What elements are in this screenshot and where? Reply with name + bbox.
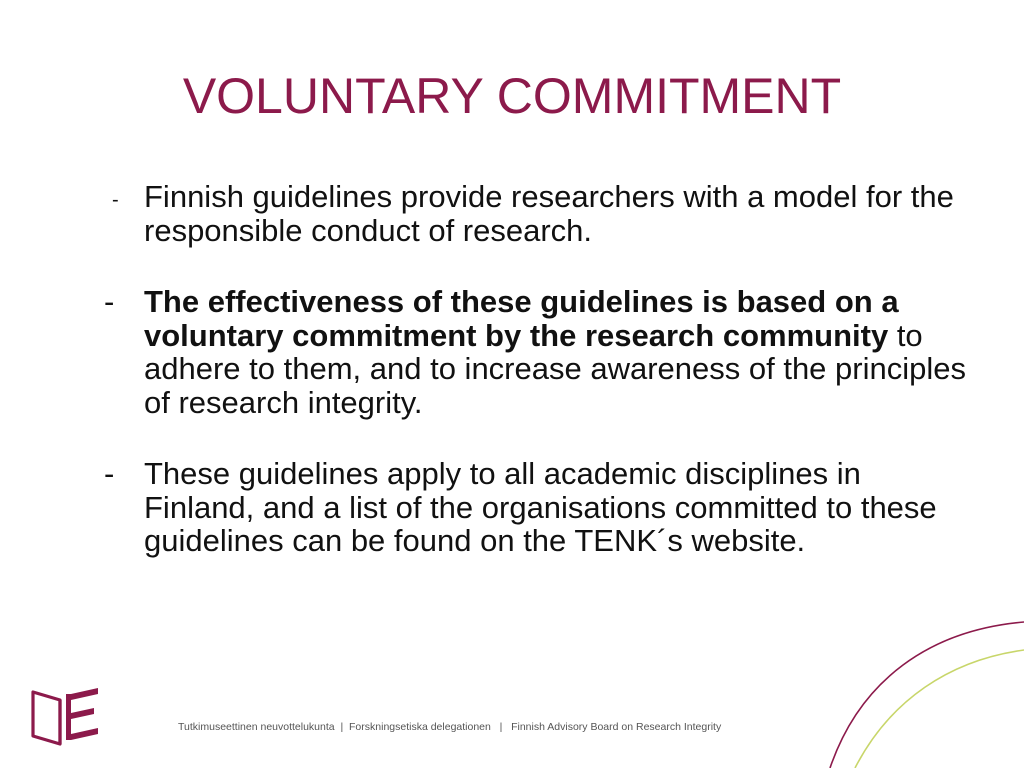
decorative-swoosh <box>800 600 1024 768</box>
bullet-text: to adhere to them, and to increase awareness of the principles of research integrity. <box>144 317 966 420</box>
bullet-text: Finnish guidelines provide researchers with a model for the responsible conduct of research. <box>144 179 954 248</box>
tenk-book-logo-icon <box>30 686 102 748</box>
bullet-item-3 <box>100 457 970 558</box>
bullet-item-2 <box>100 285 970 419</box>
bullet-marker: - <box>104 456 115 491</box>
slide-title: VOLUNTARY COMMITMENT <box>182 68 842 124</box>
footer-text: Tutkimuseettinen neuvottelukunta | Forskningsetiska delegationen | Finnish Advisory Board on Research Integrity <box>178 721 722 733</box>
bullet-bold-text: The effectiveness of these guidelines is based on a voluntary commitment by the research community <box>144 284 899 353</box>
bullet-list <box>100 180 970 558</box>
bullet-marker: - <box>104 284 115 319</box>
bullet-item-1 <box>100 180 970 247</box>
bullet-text: These guidelines apply to all academic disciplines in Finland, and a list of the organisations committed to these guidelines can be found on the TENK´s website. <box>144 456 937 558</box>
bullet-marker: - <box>112 189 119 211</box>
